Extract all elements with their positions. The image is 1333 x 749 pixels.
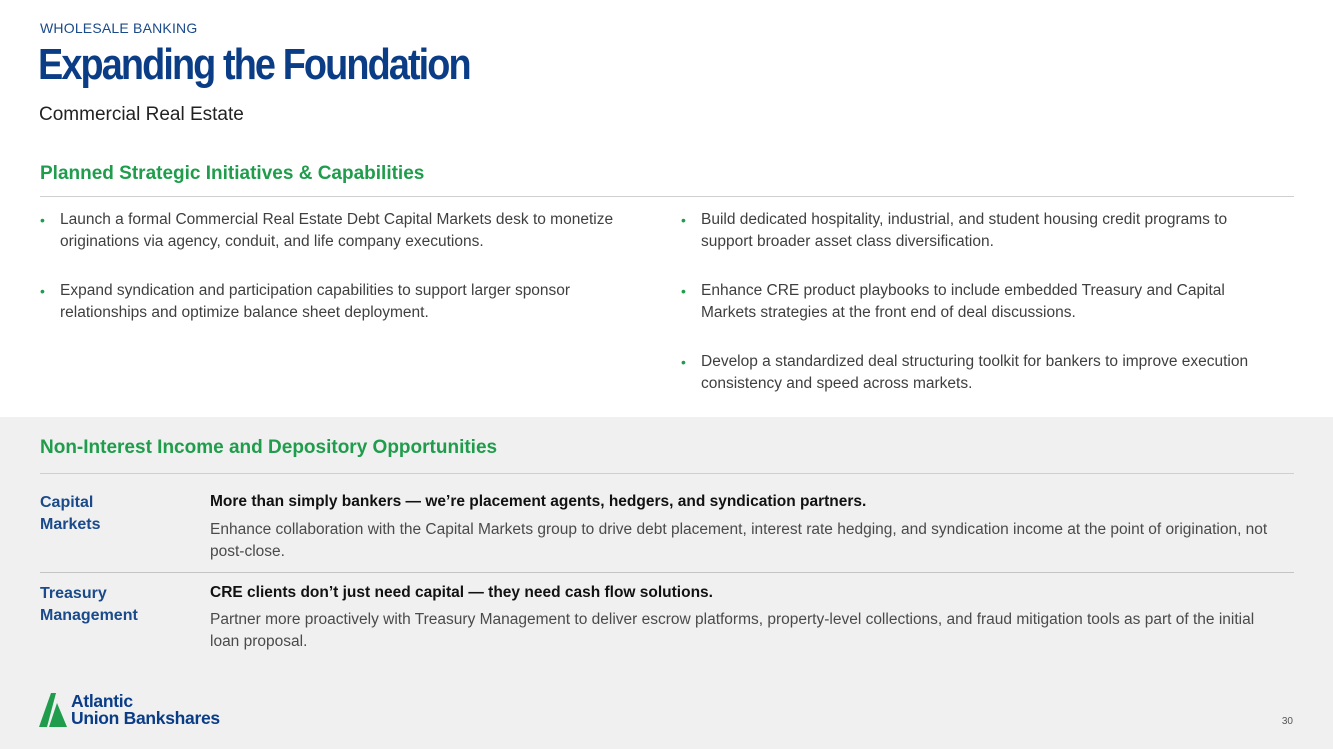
bullet-text: Launch a formal Commercial Real Estate Debt Capital Markets desk to monetize originations via agency, conduit, and life company executions. [60,211,614,250]
logo-line: Union Bankshares [71,708,220,728]
opportunities-heading: Non-Interest Income and Depository Opportunities [40,437,498,458]
bullet-text: Expand syndication and participation capabilities to support larger sponsor relationships and optimize balance sheet deployment. [60,282,571,321]
row-divider [40,572,1294,573]
row-label-capital-markets [40,492,100,536]
list-item [681,280,1261,324]
company-logo [39,692,220,728]
row-label-line: Capital [40,494,94,511]
list-item [40,209,650,253]
list-item [681,351,1261,395]
bullet-icon: • [681,283,686,299]
bullet-text: Build dedicated hospitality, industrial, and student housing credit programs to support broader asset class diversification. [701,211,1228,250]
bullet-text: Enhance CRE product playbooks to include embedded Treasury and Capital Markets strategies at the front end of deal discussions. [701,282,1225,321]
list-item [681,209,1261,253]
opportunities-divider [40,473,1294,474]
row-headline-capital-markets: More than simply bankers — we’re placement agents, hedgers, and syndication partners. [210,493,867,510]
row-body-capital-markets: Enhance collaboration with the Capital Markets group to drive debt placement, interest rate hedging, and syndication income at the point of origination, not post-close. [210,521,1268,560]
row-label-line: Treasury [40,585,107,602]
bullet-text: Develop a standardized deal structuring toolkit for bankers to improve execution consistency and speed across markets. [701,353,1249,392]
row-body-treasury-management: Partner more proactively with Treasury Management to deliver escrow platforms, property-level collections, and fraud mitigation tools as part of the initial loan proposal. [210,611,1255,650]
row-label-line: Management [40,607,138,624]
row-label-treasury-management [40,583,138,627]
row-headline-treasury-management: CRE clients don’t just need capital — they need cash flow solutions. [210,584,713,601]
eyebrow-label: WHOLESALE BANKING [40,20,198,36]
initiatives-heading: Planned Strategic Initiatives & Capabilities [40,163,425,184]
page-subtitle: Commercial Real Estate [39,104,244,125]
row-label-line: Markets [40,516,101,533]
initiatives-right-list [681,209,1261,395]
logo-a-icon [39,693,67,727]
logo-line: Atlantic [71,691,133,711]
bullet-icon: • [681,354,686,370]
bullet-icon: • [40,212,45,228]
page-title: Expanding the Foundation [38,40,470,89]
bullet-icon: • [40,283,45,299]
page-number: 30 [1281,716,1293,727]
list-item [40,280,650,324]
initiatives-left-list [40,209,650,324]
bullet-icon: • [681,212,686,228]
logo-wordmark [71,693,220,727]
initiatives-divider [40,196,1294,197]
